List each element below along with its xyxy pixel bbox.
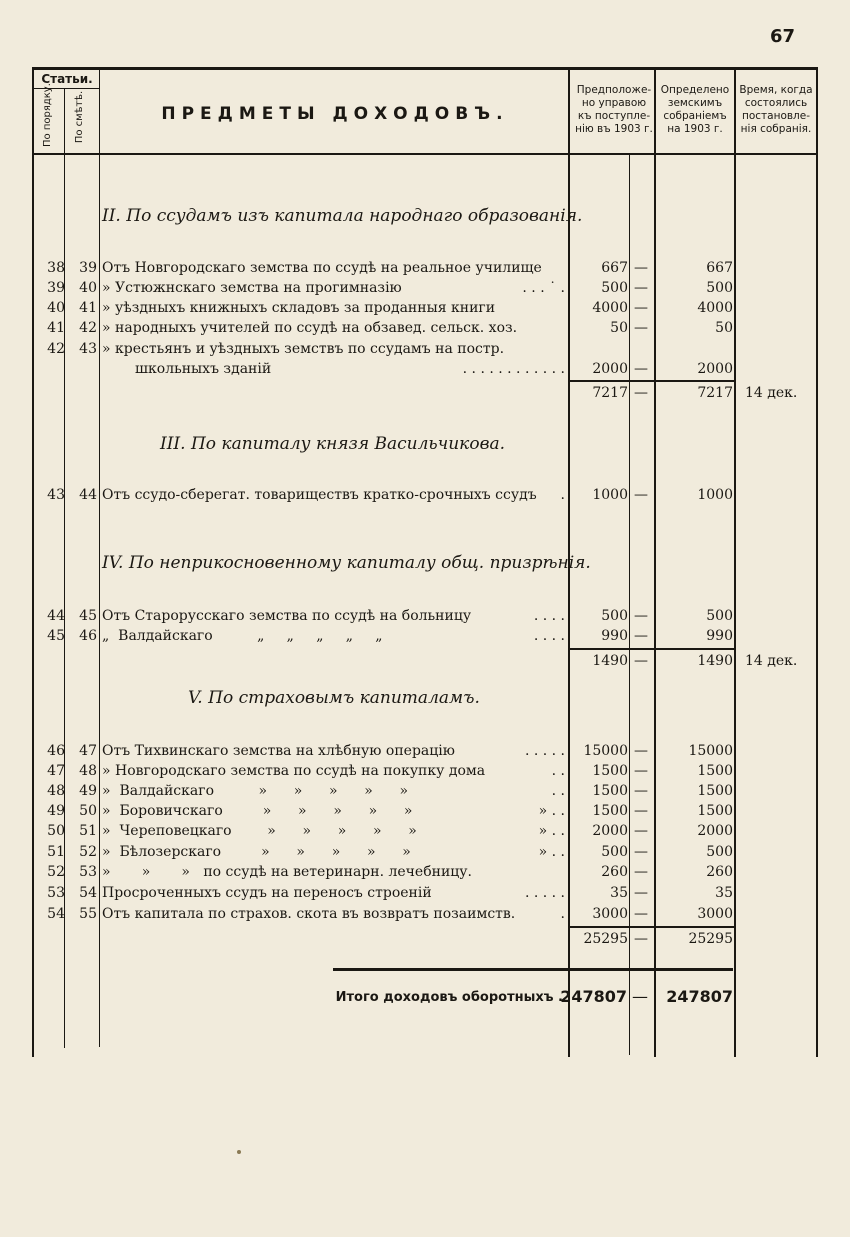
row-leader: . . . . . (524, 885, 565, 901)
row-number: 48 (47, 783, 65, 799)
table-row (0, 761, 850, 781)
total-approved: 247807 (666, 987, 733, 1006)
resolution-date: 14 дек. (745, 385, 798, 401)
planned-value: 3000 (592, 906, 628, 922)
kopeck-dash: — (632, 987, 648, 1006)
row-leader: . . . . (533, 628, 565, 644)
subtotal-approved: 7217 (697, 385, 733, 401)
row-leader: . . (551, 783, 565, 799)
row-description: » Череповецкаго » » » » » (102, 823, 417, 839)
approved-value: 35 (715, 885, 733, 901)
subtotal-planned: 25295 (583, 931, 628, 947)
planned-value: 35 (610, 885, 628, 901)
kopeck-dash: — (634, 487, 648, 503)
kopeck-dash: — (634, 844, 648, 860)
table-row (0, 359, 850, 379)
estimate-number: 49 (79, 783, 97, 799)
kopeck-dash: — (634, 260, 648, 276)
row-description: » Новгородскаго земства по ссудѣ на покупку дома (102, 763, 486, 779)
approved-value: 500 (706, 844, 733, 860)
row-leader: . . (551, 763, 565, 779)
approved-value: 2000 (697, 823, 733, 839)
planned-value: 990 (601, 628, 628, 644)
kopeck-dash: — (634, 885, 648, 901)
row-number: 42 (47, 341, 65, 357)
approved-value: 50 (715, 320, 733, 336)
kopeck-dash: — (634, 864, 648, 880)
approved-value: 500 (706, 608, 733, 624)
po-poryadku-label: По порядку. (42, 83, 53, 147)
row-number: 50 (47, 823, 65, 839)
table-row (0, 298, 850, 318)
row-leader: . . . . . (524, 743, 565, 759)
row-leader: » . . (538, 823, 565, 839)
estimate-number: 44 (79, 487, 97, 503)
subtotal-row (0, 651, 850, 671)
col-approved-line: Определено (660, 84, 730, 96)
estimate-number: 50 (79, 803, 97, 819)
kopeck-dash: — (634, 320, 648, 336)
kopeck-dash: — (634, 385, 648, 401)
section-heading: V. По страховымъ капиталамъ. (188, 688, 480, 708)
approved-value: 990 (706, 628, 733, 644)
section-heading: II. По ссудамъ изъ капитала народнаго образованія. (102, 206, 583, 226)
ink-spot (237, 1150, 241, 1154)
planned-value: 1500 (592, 763, 628, 779)
col-planned-line: Предположе- (576, 84, 652, 96)
table-row (0, 278, 850, 298)
estimate-number: 45 (79, 608, 97, 624)
table-row (0, 485, 850, 505)
total-label: Итого доходовъ оборотныхъ . (335, 990, 563, 1005)
table-row (0, 258, 850, 278)
statyi-label: Статьи. (41, 72, 93, 86)
row-leader: . . . . (533, 608, 565, 624)
kopeck-dash: — (634, 361, 648, 377)
table-row (0, 801, 850, 821)
po-smete-label: По смѣтѣ. (74, 90, 85, 144)
table-row (0, 606, 850, 626)
col-time-line: постановле- (741, 110, 811, 122)
header-top-rule (32, 67, 817, 70)
estimate-number: 51 (79, 823, 97, 839)
row-number: 53 (47, 885, 65, 901)
row-number: 39 (47, 280, 65, 296)
row-description: » крестьянъ и уѣздныхъ земствъ по ссудамъ на постр. (102, 341, 505, 357)
estimate-number: 46 (79, 628, 97, 644)
planned-value: 1500 (592, 783, 628, 799)
row-leader: . . . . . . . . . . . . (462, 361, 565, 377)
kopeck-dash: — (634, 803, 648, 819)
row-description: » уѣздныхъ книжныхъ складовъ за проданныя книги (102, 300, 496, 316)
col-planned-line: къ поступле- (577, 110, 651, 122)
estimate-number: 55 (79, 906, 97, 922)
planned-value: 2000 (592, 361, 628, 377)
estimate-number: 53 (79, 864, 97, 880)
approved-value: 1500 (697, 803, 733, 819)
col-time-line: состоялись (744, 97, 808, 109)
row-description: » » » по ссудѣ на ветеринарн. лечебницу. (102, 864, 472, 880)
row-leader: . . . ˙ . (522, 280, 565, 296)
col-planned-line: нію въ 1903 г. (575, 123, 653, 135)
subtotal-planned: 7217 (592, 385, 628, 401)
row-description: Просроченныхъ ссудъ на переносъ строеній (102, 885, 432, 901)
row-number: 38 (47, 260, 65, 276)
planned-value: 500 (601, 280, 628, 296)
header-bottom-rule (32, 153, 817, 155)
planned-value: 15000 (583, 743, 628, 759)
col-planned-line: но управою (581, 97, 647, 109)
table-row (0, 904, 850, 924)
kopeck-dash: — (634, 763, 648, 779)
approved-value: 260 (706, 864, 733, 880)
planned-value: 500 (601, 608, 628, 624)
row-number: 47 (47, 763, 65, 779)
section-heading: III. По капиталу князя Васильчикова. (160, 434, 506, 454)
row-number: 44 (47, 608, 65, 624)
row-leader: . (560, 487, 565, 503)
col-approved-line: на 1903 г. (667, 123, 723, 135)
approved-value: 4000 (697, 300, 733, 316)
kopeck-dash: — (634, 300, 648, 316)
subtotal-rule (570, 648, 734, 650)
approved-value: 1500 (697, 763, 733, 779)
col-time-header (735, 84, 817, 136)
row-number: 45 (47, 628, 65, 644)
planned-value: 4000 (592, 300, 628, 316)
table-row (0, 741, 850, 761)
subtotal-approved: 25295 (688, 931, 733, 947)
kopeck-dash: — (634, 280, 648, 296)
row-description: школьныхъ зданій (135, 361, 272, 377)
estimate-number: 54 (79, 885, 97, 901)
total-rule (333, 968, 733, 971)
row-description: Отъ Новгородскаго земства по ссудѣ на реальное училище (102, 260, 542, 276)
resolution-date: 14 дек. (745, 653, 798, 669)
approved-value: 2000 (697, 361, 733, 377)
planned-value: 50 (610, 320, 628, 336)
kopeck-dash: — (634, 608, 648, 624)
row-description: Отъ Тихвинскаго земства на хлѣбную операцію (102, 743, 455, 759)
table-row (0, 339, 850, 359)
planned-value: 500 (601, 844, 628, 860)
subtotal-rule (570, 926, 734, 928)
approved-value: 1000 (697, 487, 733, 503)
estimate-number: 39 (79, 260, 97, 276)
approved-value: 15000 (688, 743, 733, 759)
planned-value: 1000 (592, 487, 628, 503)
approved-value: 3000 (697, 906, 733, 922)
kopeck-dash: — (634, 906, 648, 922)
kopeck-dash: — (634, 653, 648, 669)
planned-value: 260 (601, 864, 628, 880)
row-number: 41 (47, 320, 65, 336)
table-row (0, 821, 850, 841)
estimate-number: 40 (79, 280, 97, 296)
section-heading: IV. По неприкосновенному капиталу общ. призрѣнія. (102, 553, 591, 573)
kopeck-dash: — (634, 823, 648, 839)
table-row (0, 842, 850, 862)
estimate-number: 41 (79, 300, 97, 316)
row-leader: » . . (538, 803, 565, 819)
col-planned-header (569, 84, 659, 136)
subtotal-planned: 1490 (592, 653, 628, 669)
col-approved-header (655, 84, 735, 136)
table-row (0, 781, 850, 801)
row-description: » Валдайскаго » » » » » (102, 783, 409, 799)
planned-value: 1500 (592, 803, 628, 819)
estimate-number: 43 (79, 341, 97, 357)
estimate-number: 52 (79, 844, 97, 860)
row-description: » Бѣлозерскаго » » » » » (102, 844, 411, 860)
subtotal-row (0, 929, 850, 949)
subtotal-rule (570, 380, 734, 382)
table-row (0, 862, 850, 882)
row-description: » Боровичскаго » » » » » (102, 803, 413, 819)
estimate-number: 48 (79, 763, 97, 779)
estimate-number: 42 (79, 320, 97, 336)
row-number: 49 (47, 803, 65, 819)
estimate-number: 47 (79, 743, 97, 759)
col-time-line: Время, когда (739, 84, 813, 96)
row-description: Отъ ссудо-сберегат. товариществъ кратко-срочныхъ ссудъ (102, 487, 537, 503)
planned-value: 667 (601, 260, 628, 276)
table-row (0, 883, 850, 903)
col-approved-line: земскимъ (667, 97, 723, 109)
table-row (0, 318, 850, 338)
row-description: Отъ капитала по страхов. скота въ возвратъ позаимств. (102, 906, 516, 922)
approved-value: 1500 (697, 783, 733, 799)
row-leader: » . . (538, 844, 565, 860)
col-approved-line: собраніемъ (663, 110, 727, 122)
subtotal-approved: 1490 (697, 653, 733, 669)
row-number: 54 (47, 906, 65, 922)
row-number: 40 (47, 300, 65, 316)
planned-value: 2000 (592, 823, 628, 839)
row-description: „ Валдайскаго „ „ „ „ „ (102, 628, 383, 644)
approved-value: 500 (706, 280, 733, 296)
table-row (0, 626, 850, 646)
row-number: 43 (47, 487, 65, 503)
row-number: 51 (47, 844, 65, 860)
kopeck-dash: — (634, 783, 648, 799)
row-number: 52 (47, 864, 65, 880)
kopeck-dash: — (634, 628, 648, 644)
total-planned: 247807 (560, 987, 627, 1006)
kopeck-dash: — (634, 743, 648, 759)
subtotal-row (0, 383, 850, 403)
kopeck-dash: — (634, 931, 648, 947)
approved-value: 667 (706, 260, 733, 276)
row-description: » народныхъ учителей по ссудѣ на обзавед. сельск. хоз. (102, 320, 518, 336)
row-number: 46 (47, 743, 65, 759)
page-title: ПРЕДМЕТЫ ДОХОДОВЪ. (161, 104, 509, 124)
row-leader: . (560, 906, 565, 922)
row-description: Отъ Старорусскаго земства по ссудѣ на больницу (102, 608, 472, 624)
row-description: » Устюжнскаго земства на прогимназію (102, 280, 402, 296)
col-time-line: нія собранія. (740, 123, 812, 135)
page-number: 67 (770, 26, 796, 47)
